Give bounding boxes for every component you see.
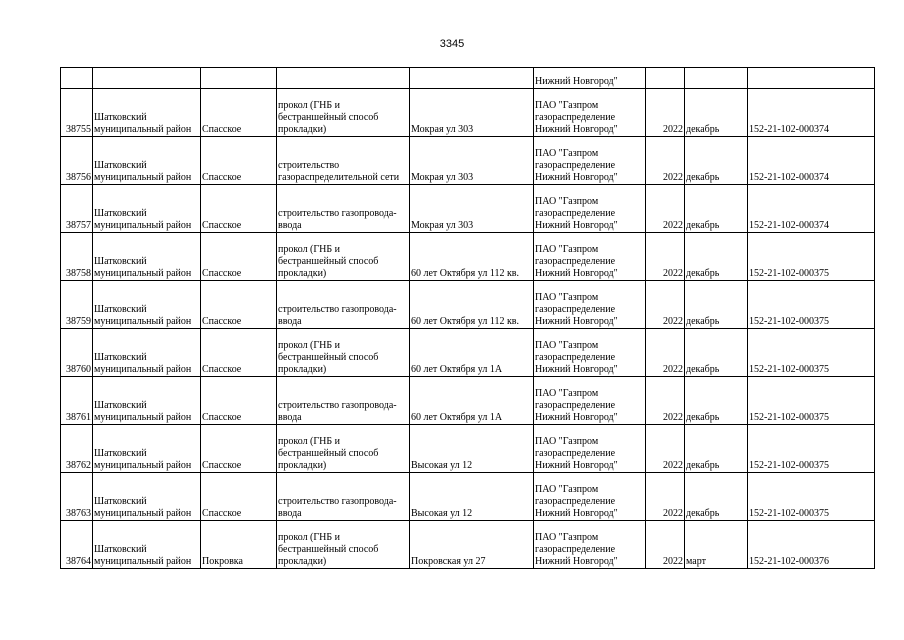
table-row [61,281,875,329]
cell-address: Высокая ул 12 [410,425,534,473]
cell-district: Шатковский муниципальный район [93,473,201,521]
table-row [61,521,875,569]
table-row-continuation [61,68,875,89]
cell-address: Покровская ул 27 [410,521,534,569]
cell-code: 152-21-102-000374 [748,89,875,137]
cell-organization: ПАО "Газпром газораспределение Нижний Новгород" [534,89,646,137]
cell-address: Высокая ул 12 [410,473,534,521]
cell-code: 152-21-102-000376 [748,521,875,569]
data-table [60,67,875,569]
table-row [61,89,875,137]
cell-organization: ПАО "Газпром газораспределение Нижний Новгород" [534,521,646,569]
cell-month: декабрь [685,233,748,281]
table-row [61,425,875,473]
cell-work: строительство газопровода-ввода [277,185,410,233]
cell-settlement: Спасское [201,473,277,521]
cell-id: 38761 [61,377,93,425]
cell-year: 2022 [646,521,685,569]
cell-year: 2022 [646,281,685,329]
cell-work: прокол (ГНБ и бестраншейный способ прокладки) [277,521,410,569]
cell-id: 38762 [61,425,93,473]
cell-work: прокол (ГНБ и бестраншейный способ прокладки) [277,89,410,137]
cell-work: строительство газопровода-ввода [277,377,410,425]
cell-code: 152-21-102-000375 [748,377,875,425]
cell-year [646,68,685,89]
cell-month: декабрь [685,185,748,233]
cell-year: 2022 [646,425,685,473]
cell-settlement: Спасское [201,281,277,329]
cell-settlement: Спасское [201,425,277,473]
table-row [61,185,875,233]
cell-settlement: Покровка [201,521,277,569]
cell-address: 60 лет Октября ул 112 кв. [410,281,534,329]
cell-settlement: Спасское [201,89,277,137]
cell-id: 38764 [61,521,93,569]
cell-district: Шатковский муниципальный район [93,233,201,281]
table-row [61,233,875,281]
cell-id: 38756 [61,137,93,185]
cell-district: Шатковский муниципальный район [93,89,201,137]
cell-year: 2022 [646,329,685,377]
cell-settlement: Спасское [201,233,277,281]
cell-id: 38755 [61,89,93,137]
cell-code [748,68,875,89]
cell-work: прокол (ГНБ и бестраншейный способ прокладки) [277,329,410,377]
cell-district: Шатковский муниципальный район [93,377,201,425]
page-number: 3345 [439,38,465,50]
cell-year: 2022 [646,137,685,185]
cell-district: Шатковский муниципальный район [93,329,201,377]
cell-address: 60 лет Октября ул 1А [410,329,534,377]
cell-id: 38760 [61,329,93,377]
cell-code: 152-21-102-000374 [748,185,875,233]
table-row [61,329,875,377]
cell-address: 60 лет Октября ул 1А [410,377,534,425]
cell-address: Мокрая ул 303 [410,89,534,137]
cell-month: март [685,521,748,569]
cell-settlement [201,68,277,89]
cell-id: 38757 [61,185,93,233]
cell-month: декабрь [685,473,748,521]
cell-work: прокол (ГНБ и бестраншейный способ прокладки) [277,425,410,473]
cell-work: строительство газопровода-ввода [277,473,410,521]
cell-organization: ПАО "Газпром газораспределение Нижний Новгород" [534,377,646,425]
cell-organization: Нижний Новгород" [534,68,646,89]
cell-address: Мокрая ул 303 [410,185,534,233]
cell-district [93,68,201,89]
cell-code: 152-21-102-000375 [748,233,875,281]
cell-month [685,68,748,89]
cell-month: декабрь [685,329,748,377]
cell-settlement: Спасское [201,329,277,377]
cell-address: 60 лет Октября ул 112 кв. [410,233,534,281]
cell-id: 38763 [61,473,93,521]
cell-district: Шатковский муниципальный район [93,137,201,185]
cell-work: строительство газораспределительной сети [277,137,410,185]
cell-organization: ПАО "Газпром газораспределение Нижний Новгород" [534,329,646,377]
cell-work: прокол (ГНБ и бестраншейный способ прокладки) [277,233,410,281]
cell-month: декабрь [685,137,748,185]
cell-month: декабрь [685,425,748,473]
table-row [61,377,875,425]
cell-year: 2022 [646,89,685,137]
cell-year: 2022 [646,233,685,281]
cell-settlement: Спасское [201,137,277,185]
cell-code: 152-21-102-000375 [748,473,875,521]
cell-organization: ПАО "Газпром газораспределение Нижний Новгород" [534,137,646,185]
table-row [61,137,875,185]
cell-year: 2022 [646,377,685,425]
cell-settlement: Спасское [201,377,277,425]
cell-month: декабрь [685,377,748,425]
cell-id: 38759 [61,281,93,329]
cell-organization: ПАО "Газпром газораспределение Нижний Новгород" [534,233,646,281]
cell-address: Мокрая ул 303 [410,137,534,185]
cell-work [277,68,410,89]
cell-month: декабрь [685,281,748,329]
cell-work: строительство газопровода-ввода [277,281,410,329]
cell-code: 152-21-102-000375 [748,281,875,329]
cell-organization: ПАО "Газпром газораспределение Нижний Новгород" [534,185,646,233]
table-body [61,68,875,569]
cell-district: Шатковский муниципальный район [93,521,201,569]
table-row [61,473,875,521]
cell-year: 2022 [646,473,685,521]
cell-code: 152-21-102-000374 [748,137,875,185]
cell-code: 152-21-102-000375 [748,329,875,377]
cell-id [61,68,93,89]
cell-address [410,68,534,89]
cell-district: Шатковский муниципальный район [93,281,201,329]
cell-district: Шатковский муниципальный район [93,185,201,233]
cell-organization: ПАО "Газпром газораспределение Нижний Новгород" [534,425,646,473]
cell-code: 152-21-102-000375 [748,425,875,473]
cell-settlement: Спасское [201,185,277,233]
cell-id: 38758 [61,233,93,281]
cell-year: 2022 [646,185,685,233]
cell-organization: ПАО "Газпром газораспределение Нижний Новгород" [534,473,646,521]
cell-month: декабрь [685,89,748,137]
cell-organization: ПАО "Газпром газораспределение Нижний Новгород" [534,281,646,329]
cell-district: Шатковский муниципальный район [93,425,201,473]
